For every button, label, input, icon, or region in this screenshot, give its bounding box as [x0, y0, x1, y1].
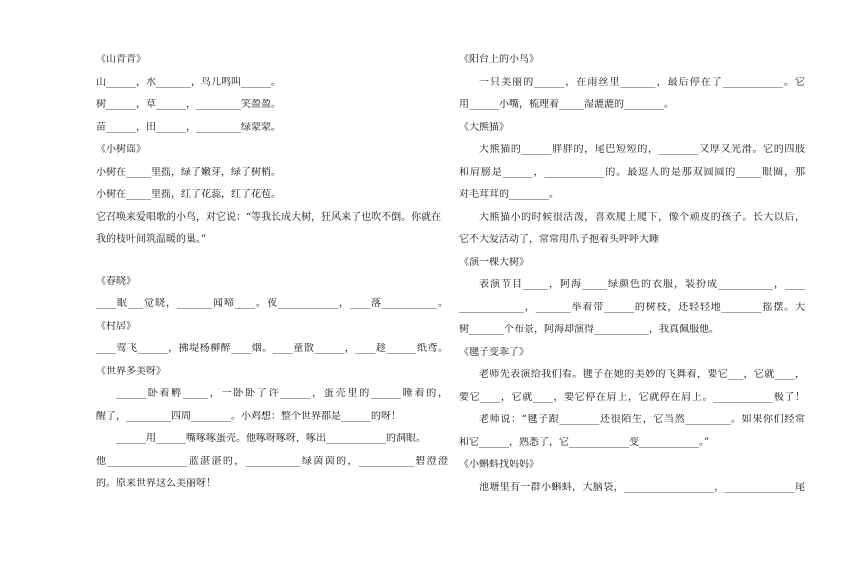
text-line: 它不大爱活动了，常常用爪子抱着头呼呼大睡: [459, 234, 659, 245]
text-line: 小树在_____里摇，绿了嫩芽，绿了树梢。: [96, 166, 281, 178]
text-line: 苗______，田______，_________绿蒙蒙。: [96, 121, 281, 133]
text-line: 和肩膀是______，____________的。最逗人的是那双圆圆的_____眼圈，那: [459, 166, 805, 178]
text-line: ______用______嘴啄啄蛋壳。他啄呀啄呀，啄出____________的洞眼。: [116, 433, 426, 444]
left-column: [96, 54, 448, 501]
section-title: 《小蝌蚪找妈妈》: [459, 459, 539, 470]
text-line: 醒了，_________四周________。小鸡想：整个世界都是______的呀！: [96, 410, 401, 422]
text-line: 池塘里有一群小蝌蚪，大脑袋，__________________，______________尾: [479, 481, 805, 493]
section-title: 《山青青》: [96, 54, 146, 65]
text-line: 小树在_____里摇，红了花蕊，红了花苞。: [96, 189, 281, 200]
text-line: ____莺飞______，拂堤杨柳醉____烟。____童散______，____趁______纸鸢。: [96, 343, 448, 354]
text-line: 用______小嘴，梳理着_____湿漉漉的________。: [459, 99, 674, 110]
section-title: 《小树谣》: [96, 144, 146, 155]
text-line: 它召唤来爱唱歌的小鸟，对它说：“等我长成大树，狂风来了也吹不倒。你就在我的枝叶间筑温暖的巢。”: [96, 211, 442, 245]
text-line: ______卧着孵_____，一卧卧了许______，蛋壳里的______睡着的，: [116, 388, 448, 399]
text-line: 和它______，熟悉了，它____________变____________。”: [459, 436, 710, 448]
text-line: _____________，_______举着带______的树枝，还轻轻地________摇摆。大: [459, 301, 805, 313]
section-title: 《大熊猫》: [459, 121, 509, 133]
text-line: 大熊猫的______胖胖的，尾巴短短的，________又厚又光滑。它的四肢: [479, 144, 805, 155]
section-title: 《毽子变乖了》: [459, 346, 529, 358]
section-title: 《演一棵大树》: [459, 256, 529, 268]
text-line: 对毛茸茸的________。: [459, 189, 559, 200]
text-line: 老师先表演给我们看。毽子在她的美妙的飞舞着，要它___，它就____，: [479, 369, 805, 380]
text-line: 要它____，它就____，要它停在肩上，它就停在肩上。____________极了！: [459, 391, 805, 403]
text-line: 一只美丽的______，在雨丝里_______，最后停在了____________。它: [479, 76, 805, 88]
text-line: 老师说：“毽子跟________还很陌生，它当然_________。如果你们经常: [479, 414, 805, 425]
text-line: 树_______个布景，阿海却演得___________，我真佩服他。: [459, 324, 719, 335]
text-line: 他________________蓝湛湛的，___________绿茵茵的，___________碧澄澄: [96, 455, 448, 467]
section-title: 《阳台上的小鸟》: [459, 54, 539, 65]
text-line: 大熊猫小的时候很活泼，喜欢爬上爬下，像个顽皮的孩子。长大以后，: [479, 211, 805, 223]
right-column: [459, 54, 805, 504]
text-line: 的。原来世界这么美丽呀！: [96, 478, 216, 489]
section-title: 《春晓》: [96, 275, 136, 287]
text-line: 树______，草______，_________笑盈盈。: [96, 99, 281, 110]
text-line: ____眠___觉晓，_______闻啼____。夜____________，____落___________。: [96, 298, 448, 309]
section-title: 《世界多美呀》: [96, 365, 166, 377]
text-line: 表演节目_____，阿海_____绿颜色的衣服，装扮成___________，____: [479, 279, 805, 290]
section-title: 《村居》: [96, 320, 136, 332]
text-line: 山______，水_______，鸟儿鸣叫______。: [96, 76, 281, 88]
